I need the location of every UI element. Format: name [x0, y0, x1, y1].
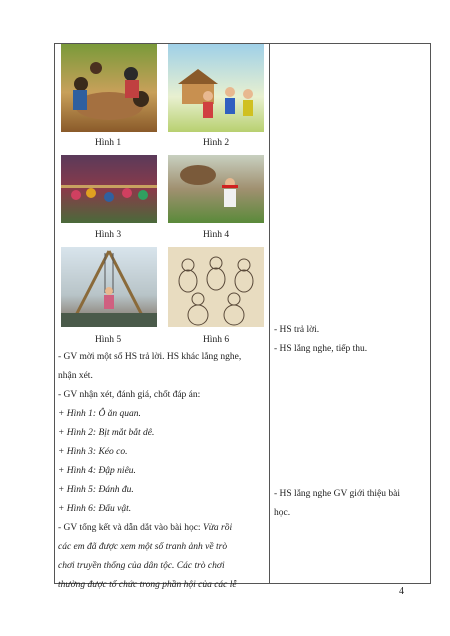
answer-5-text: + Hình 5: Đánh đu.	[58, 485, 134, 495]
column-divider	[269, 44, 270, 583]
page-number: 4	[399, 586, 404, 597]
caption-hinh-3: Hình 3	[94, 230, 122, 240]
answer-6	[58, 500, 266, 519]
text-line: nhận xét.	[58, 371, 93, 381]
summary-intro: - GV tổng kết và dẫn dắt vào bài học:	[58, 523, 203, 533]
summary-quote-3: chơi truyền thống của dân tộc. Các trò chơi	[58, 561, 225, 571]
image-dau-vat-art	[168, 247, 264, 327]
text-line: - GV nhận xét, đánh giá, chốt đáp án:	[58, 390, 201, 400]
image-dap-nieu	[168, 155, 264, 223]
summary-quote-2: các em đã được xem một số tranh ảnh về trò	[58, 542, 228, 552]
answer-1-text: + Hình 1: Ô ăn quan.	[58, 409, 141, 419]
activity-table	[54, 43, 431, 590]
summary-line-3	[58, 557, 266, 576]
summary-line-2	[58, 538, 266, 557]
text-line: - GV mời một số HS trả lời. HS khác lắng nghe,	[58, 352, 242, 362]
answer-4	[58, 462, 266, 481]
image-danh-du	[61, 247, 157, 327]
answer-1	[58, 405, 266, 424]
image-dap-nieu-art	[168, 155, 264, 223]
image-danh-du-art	[61, 247, 157, 327]
image-keo-co	[61, 155, 157, 223]
caption-hinh-2: Hình 2	[202, 138, 230, 148]
student-response-3: - HS lắng nghe GV giới thiệu bài	[274, 489, 400, 499]
answer-3-text: + Hình 3: Kéo co.	[58, 447, 128, 457]
caption-hinh-1: Hình 1	[94, 138, 122, 148]
answer-6-text: + Hình 6: Đấu vật.	[58, 504, 132, 514]
answer-4-text: + Hình 4: Đập niêu.	[58, 466, 136, 476]
summary-quote-4: thường được tổ chức trong phần hội của các lễ	[58, 580, 237, 590]
image-o-an-quan	[61, 44, 157, 132]
summary-line-1	[58, 519, 266, 538]
student-response-3-cont: học.	[274, 508, 291, 518]
image-dau-vat	[168, 247, 264, 327]
answer-3	[58, 443, 266, 462]
student-response-1: - HS trả lời.	[274, 325, 320, 335]
answer-5	[58, 481, 266, 500]
answer-2	[58, 424, 266, 443]
caption-hinh-4: Hình 4	[202, 230, 230, 240]
image-bit-mat-bat-de-art	[168, 44, 264, 132]
summary-quote-start: Vừa rồi	[202, 523, 233, 533]
image-o-an-quan-art	[61, 44, 157, 132]
answer-2-text: + Hình 2: Bịt mắt bắt dê.	[58, 428, 155, 438]
image-keo-co-art	[61, 155, 157, 223]
student-response-2: - HS lắng nghe, tiếp thu.	[274, 344, 368, 354]
caption-hinh-6: Hình 6	[202, 335, 230, 345]
caption-hinh-5: Hình 5	[94, 335, 122, 345]
image-bit-mat-bat-de	[168, 44, 264, 132]
summary-line-4	[58, 576, 266, 595]
